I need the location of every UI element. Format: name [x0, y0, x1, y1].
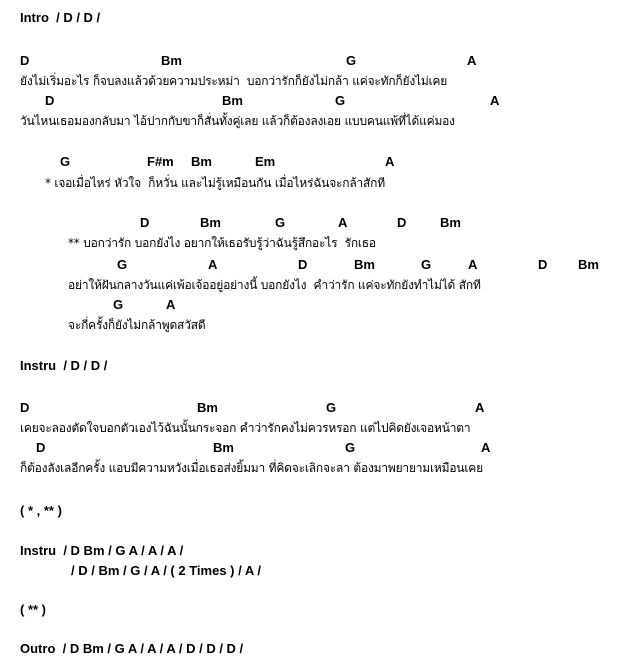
lyric-line: ยังไม่เริ่มอะไร ก็จบลงแล้วด้วยความประหม่า บอกว่ารักก็ยังไม่กล้า แค่จะทักก็ยังไม่เคย	[20, 74, 448, 88]
chord: D	[20, 53, 30, 68]
lyric-line: วันไหนเธอมองกลับมา ไอ้ปากกับขาก็สั่นทั้งคู่เลย แล้วก็ต้องลงเอย แบบคนแพ้ที่ได้แค่มอง	[20, 114, 455, 128]
repeat-marker: ( ** )	[20, 602, 46, 617]
chord: G	[117, 257, 128, 272]
chord: F#m	[147, 154, 174, 169]
chord: D	[36, 440, 46, 455]
lyric-line: อย่าให้ฝันกลางวันแค่เพ้อเจ้ออยู่อย่างนี้ บอกยังไง คำว่ารัก แค่จะทักยังทำไม่ได้ สักที	[68, 278, 481, 292]
lyric-line: เคยจะลองตัดใจบอกตัวเองไว้ฉันนั้นกระจอก คำว่ารักคงไม่ควรหรอก แต่ไปคิดยังเจอหน้าตา	[20, 421, 471, 435]
chord: Bm	[197, 400, 218, 415]
chord: G	[345, 440, 356, 455]
chord: D	[298, 257, 308, 272]
chord: Bm	[354, 257, 375, 272]
lyric-line: จะกี่ครั้งก็ยังไม่กล้าพูดสวัสดี	[68, 318, 206, 332]
chord: Bm	[161, 53, 182, 68]
chord: D	[397, 215, 407, 230]
chord: D	[538, 257, 548, 272]
chord: Bm	[191, 154, 212, 169]
intro-line: Intro / D / D /	[20, 10, 101, 25]
chord: G	[346, 53, 357, 68]
chord: A	[475, 400, 485, 415]
lyric-line: ** บอกว่ารัก บอกยังไง อยากให้เธอรับรู้ว่าฉันรู้สึกอะไร รักเธอ	[68, 236, 376, 250]
chord: G	[113, 297, 124, 312]
instru-line: Instru / D / D /	[20, 358, 108, 373]
lyric-line: ก็ต้องลังเลอีกครั้ง แอบมีความหวังเมื่อเธอส่งยิ้มมา ที่คิดจะเลิกจะลา ต้องมาพยายามเหมือนเคย	[20, 461, 483, 475]
chord: Bm	[222, 93, 243, 108]
chord: A	[481, 440, 491, 455]
chord: D	[20, 400, 30, 415]
repeat-marker: ( * , ** )	[20, 503, 62, 518]
chord: A	[166, 297, 176, 312]
chord: A	[490, 93, 500, 108]
outro-line: Outro / D Bm / G A / A / A / D / D / D /	[20, 641, 244, 656]
chord: G	[60, 154, 71, 169]
chord: D	[45, 93, 55, 108]
chord: A	[338, 215, 348, 230]
chord: A	[385, 154, 395, 169]
chord: Em	[255, 154, 276, 169]
instru-line: / D / Bm / G / A / ( 2 Times ) / A /	[71, 563, 261, 578]
chord: Bm	[200, 215, 221, 230]
chord: A	[468, 257, 478, 272]
chord: G	[326, 400, 337, 415]
chord: G	[275, 215, 286, 230]
lyric-line: * เจอเมื่อไหร่ หัวใจ ก็หวั่น และไม่รู้เหมือนกัน เมื่อไหร่ฉันจะกล้าสักที	[45, 176, 385, 190]
chord: Bm	[578, 257, 599, 272]
chord: G	[421, 257, 432, 272]
chord: D	[140, 215, 150, 230]
chord: Bm	[213, 440, 234, 455]
chord: A	[208, 257, 218, 272]
chord: A	[467, 53, 477, 68]
chord: Bm	[440, 215, 461, 230]
instru-line: Instru / D Bm / G A / A / A /	[20, 543, 184, 558]
chord: G	[335, 93, 346, 108]
